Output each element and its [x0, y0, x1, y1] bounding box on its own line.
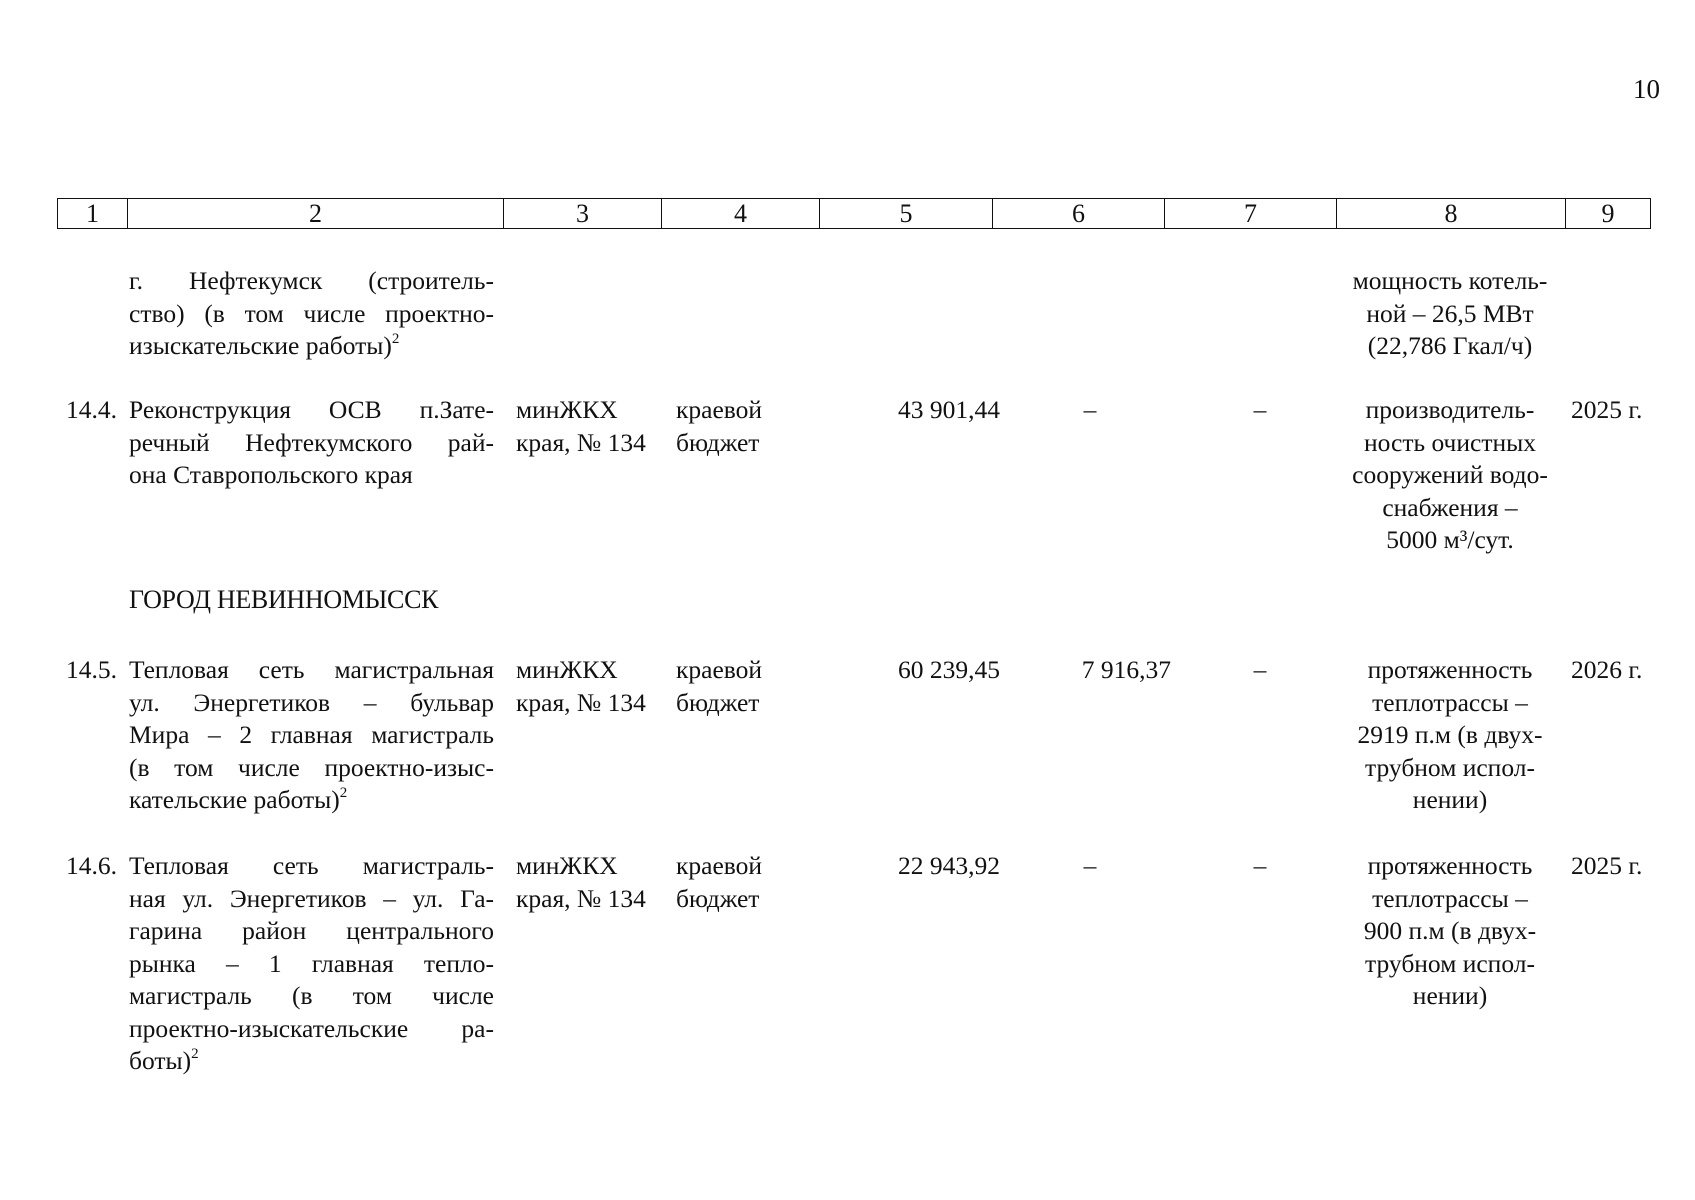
name-line: г. Нефтекумск (строитель-	[129, 266, 494, 295]
row-organization	[516, 850, 646, 915]
row-funding-source	[676, 394, 762, 459]
header-col-8: 8	[1337, 199, 1566, 229]
row-year: 2025 г.	[1571, 395, 1643, 424]
row-amount: 60 239,45	[898, 655, 1000, 684]
result-line: производитель-	[1365, 395, 1535, 424]
header-col-3: 3	[504, 199, 662, 229]
source-line: краевой	[676, 655, 763, 684]
row-year: 2026 г.	[1571, 655, 1643, 684]
result-line: ной – 26,5 МВт	[1366, 298, 1534, 328]
footnote-marker: 2	[391, 330, 400, 347]
row-funding-source	[676, 850, 762, 915]
continued-row-result	[1336, 265, 1564, 363]
continued-row-name	[129, 265, 494, 363]
name-line	[129, 330, 494, 363]
result-line: 2919 п.м (в двух-	[1357, 720, 1543, 749]
result-line: протяженность	[1367, 851, 1533, 880]
result-line: ность очистных	[1363, 427, 1537, 457]
org-line: края, № 134	[516, 687, 646, 717]
result-line: 900 п.м (в двух-	[1363, 916, 1537, 945]
name-line: Реконструкция ОСВ п.Зате-	[129, 395, 494, 424]
name-line: речный Нефтекумского рай-	[129, 427, 494, 457]
result-line: 5000 м³/сут.	[1386, 525, 1514, 554]
row-col7: –	[1253, 655, 1267, 684]
source-line: бюджет	[676, 427, 760, 457]
name-line-text: кательские работы)	[129, 785, 340, 814]
result-line: снабжения –	[1382, 492, 1518, 522]
row-col7: –	[1253, 395, 1267, 424]
name-line: ная ул. Энергетиков – ул. Га-	[129, 883, 494, 913]
row-name	[129, 394, 494, 492]
org-line: края, № 134	[516, 427, 646, 457]
row-col7: –	[1253, 851, 1267, 880]
source-line: краевой	[676, 851, 763, 880]
name-line-text: боты)	[129, 1046, 192, 1075]
name-line: рынка – 1 главная тепло-	[129, 948, 494, 978]
header-col-2: 2	[128, 199, 504, 229]
header-col-4: 4	[662, 199, 820, 229]
name-line: магистраль (в том числе	[129, 981, 494, 1010]
row-name	[129, 654, 494, 817]
row-number: 14.5.	[66, 655, 117, 684]
footnote-marker: 2	[339, 784, 348, 801]
header-col-7: 7	[1165, 199, 1337, 229]
result-line: теплотрассы –	[1372, 883, 1528, 913]
row-col6: 7 916,37	[1081, 655, 1171, 684]
result-line: трубном испол-	[1365, 752, 1535, 782]
column-number-header	[57, 198, 1651, 229]
result-line: теплотрассы –	[1372, 687, 1528, 717]
section-heading: ГОРОД НЕВИННОМЫССК	[129, 585, 439, 614]
row-organization	[516, 654, 646, 719]
source-line: бюджет	[676, 687, 760, 717]
result-line: нении)	[1412, 785, 1488, 814]
result-line: протяженность	[1367, 655, 1533, 684]
row-col6: –	[1083, 851, 1097, 880]
row-number: 14.6.	[66, 851, 117, 880]
name-line: Тепловая сеть магистраль-	[129, 851, 494, 880]
name-line: она Ставропольского края	[129, 460, 413, 489]
source-line: краевой	[676, 395, 763, 424]
row-result	[1336, 850, 1564, 1013]
header-col-5: 5	[820, 199, 993, 229]
header-col-1: 1	[58, 199, 128, 229]
header-col-6: 6	[993, 199, 1165, 229]
row-amount: 22 943,92	[898, 851, 1000, 880]
row-result	[1336, 394, 1564, 557]
row-col6: –	[1083, 395, 1097, 424]
name-line	[129, 784, 494, 817]
row-funding-source	[676, 654, 762, 719]
result-line: сооружений водо-	[1352, 460, 1548, 489]
name-line-text: изыскательские работы)	[129, 331, 392, 360]
row-year: 2025 г.	[1571, 851, 1643, 880]
result-line: трубном испол-	[1365, 948, 1535, 978]
name-line: проектно-изыскательские ра-	[129, 1013, 494, 1043]
name-line: ство) (в том числе проектно-	[129, 298, 494, 328]
row-amount: 43 901,44	[898, 395, 1000, 424]
source-line: бюджет	[676, 883, 760, 913]
result-line: мощность котель-	[1352, 266, 1548, 295]
org-line: минЖКХ	[516, 851, 618, 880]
result-line: (22,786 Гкал/ч)	[1367, 331, 1533, 360]
row-result	[1336, 654, 1564, 817]
row-organization	[516, 394, 646, 459]
name-line: гарина район центрального	[129, 916, 494, 945]
name-line: ул. Энергетиков – бульвар	[129, 687, 494, 717]
name-line	[129, 1045, 494, 1078]
footnote-marker: 2	[191, 1045, 199, 1062]
row-number: 14.4.	[66, 395, 117, 424]
org-line: минЖКХ	[516, 395, 618, 424]
header-col-9: 9	[1566, 199, 1651, 229]
name-line: Тепловая сеть магистральная	[129, 655, 494, 684]
result-line: нении)	[1412, 981, 1488, 1010]
org-line: края, № 134	[516, 883, 646, 913]
name-line: (в том числе проектно-изыс-	[129, 752, 494, 782]
org-line: минЖКХ	[516, 655, 618, 684]
page-number: 10	[1633, 74, 1660, 104]
name-line: Мира – 2 главная магистраль	[129, 720, 494, 749]
row-name	[129, 850, 494, 1078]
